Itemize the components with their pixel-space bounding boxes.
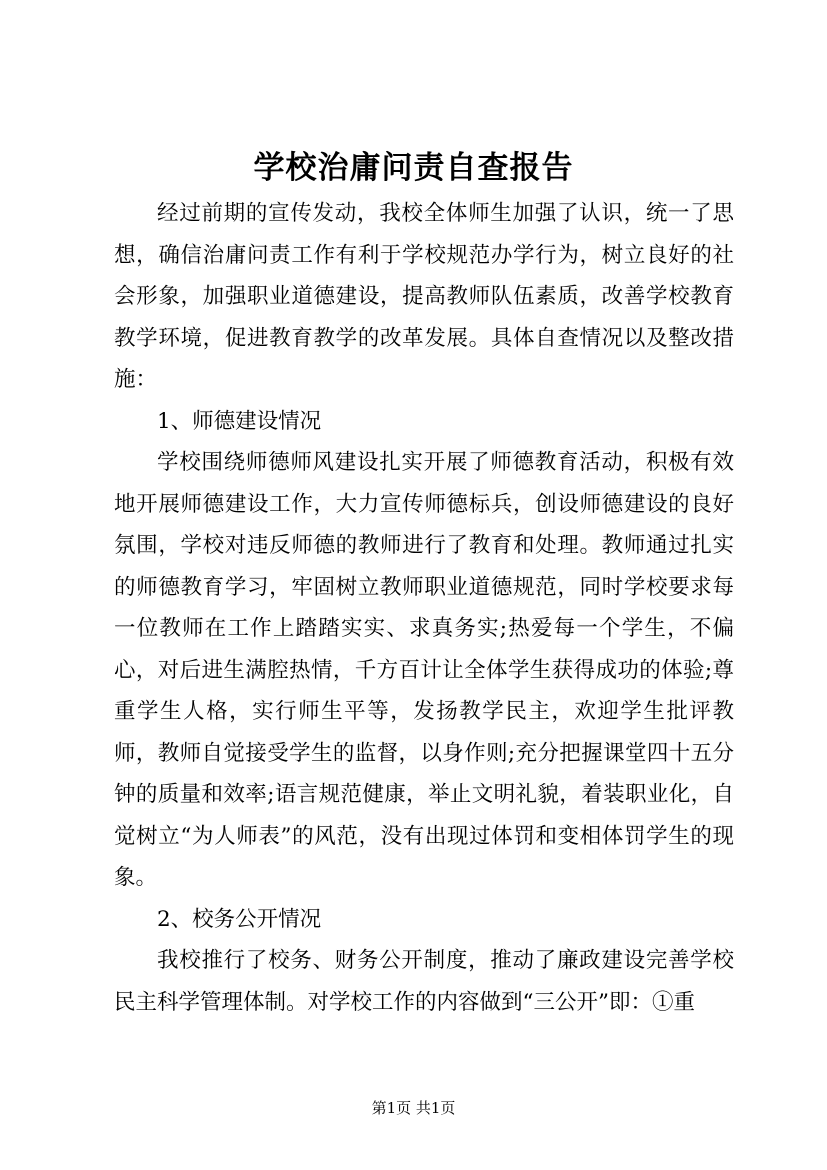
document-title: 学校治庸问责自查报告 xyxy=(253,150,574,186)
section-paragraph-teacher-ethics: 学校围绕师德师风建设扎实开展了师德教育活动，积极有效地开展师德建设工作，大力宣传师德标兵，创设师德建设的良好氛围，学校对违反师德的教师进行了教育和处理。教师通过扎实的师德教育学习，牢固树立教师职业道德规范，同时学校要求每一位教师在工作上踏踏实实、求真务实;热爱每一个学生，不偏心，对后进生满腔热情，千方百计让全体学生获得成功的体验;尊重学生人格，实行师生平等，发扬教学民主，欢迎学生批评教师，教师自觉接受学生的监督，以身作则;充分把握课堂四十五分钟的质量和效率;语言规范健康，举止文明礼貌，着装职业化，自觉树立“为人师表”的风范，没有出现过体罚和变相体罚学生的现象。 xyxy=(114,450,734,890)
document-body xyxy=(114,193,734,1023)
section-heading-school-affairs: 2、校务公开情况 xyxy=(157,906,322,932)
section-paragraph-school-affairs: 我校推行了校务、财务公开制度，推动了廉政建设完善学校民主科学管理体制。对学校工作的内容做到“三公开”即：①重 xyxy=(114,948,734,1015)
page-footer: 第1页 共1页 xyxy=(371,1099,456,1117)
intro-paragraph: 经过前期的宣传发动，我校全体师生加强了认识，统一了思想，确信治庸问责工作有利于学校规范办学行为，树立良好的社会形象，加强职业道德建设，提高教师队伍素质，改善学校教育教学环境，促进教育教学的改革发展。具体自查情况以及整改措施： xyxy=(114,201,734,392)
section-heading-teacher-ethics: 1、师德建设情况 xyxy=(157,408,322,434)
